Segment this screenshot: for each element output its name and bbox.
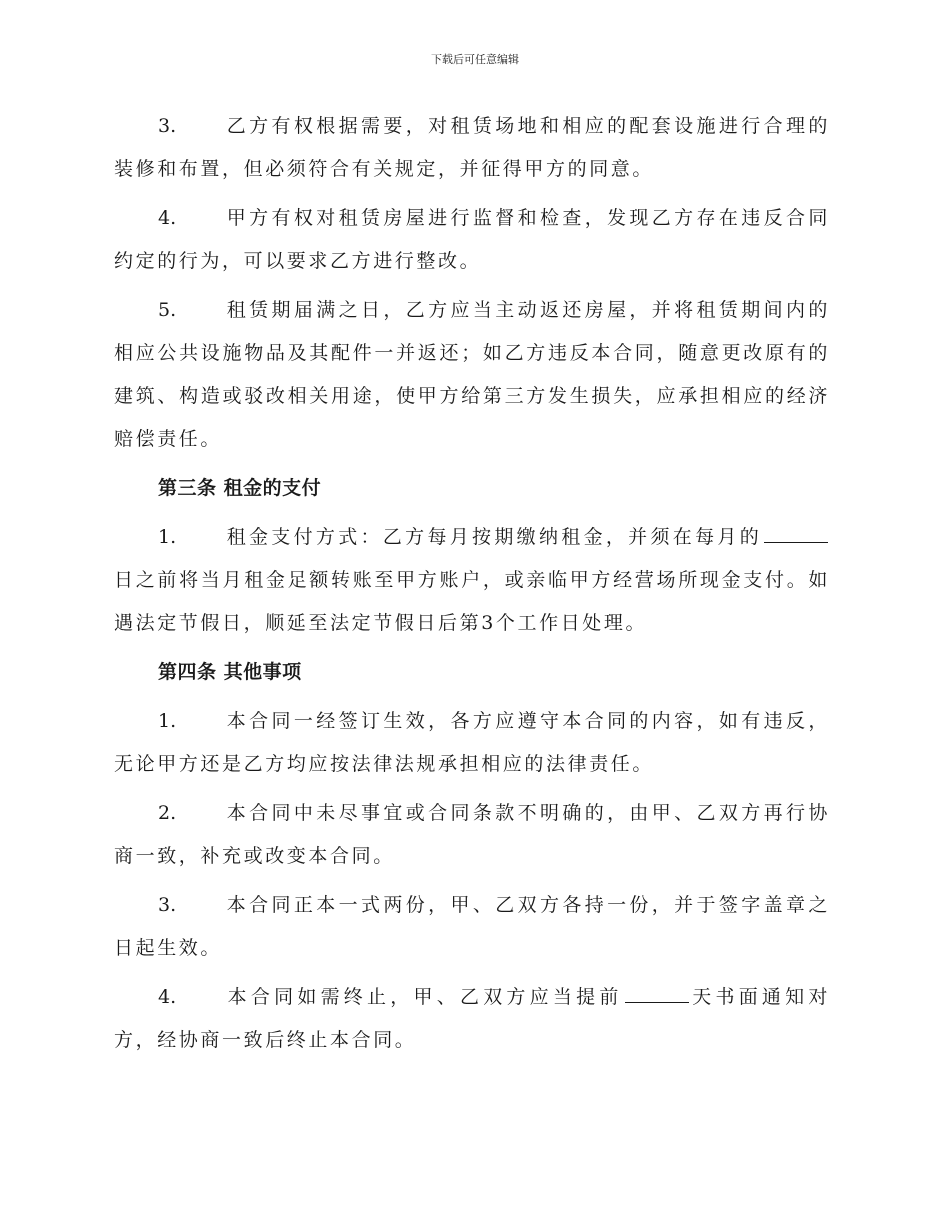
page-header: 下载后可任意编辑: [431, 53, 519, 66]
clause-number: 5.: [158, 299, 177, 321]
clause-number: 1.: [158, 526, 177, 548]
clause-number: 4.: [158, 986, 177, 1008]
clause-text: 乙方有权根据需要，对租赁场地和相应的配套设施进行合理的装修和布置，但必须符合有关规定，并征得甲方的同意。: [114, 115, 830, 180]
clause-number: 4.: [158, 207, 177, 229]
article-heading: 第三条 租金的支付: [158, 477, 322, 499]
clause-number: 3.: [158, 115, 177, 137]
fill-in-blank-day: [764, 524, 828, 543]
clause-paragraph: [114, 197, 830, 283]
clause-number: 2.: [158, 802, 177, 824]
clause-text: 甲方有权对租赁房屋进行监督和检查，发现乙方存在违反合同约定的行为，可以要求乙方进行整改。: [114, 207, 830, 272]
clause-text: 天书面通知对方，经协商一致后终止本合同。: [114, 986, 830, 1051]
fill-in-blank-days: [625, 984, 689, 1003]
clause-paragraph: [114, 105, 830, 191]
clause-paragraph: [114, 976, 830, 1062]
clause-text: 日之前将当月租金足额转账至甲方账户，或亲临甲方经营场所现金支付。如遇法定节假日，顺延至法定节假日后第3个工作日处理。: [114, 569, 830, 634]
clause-number: 3.: [158, 894, 177, 916]
clause-paragraph: [114, 700, 830, 786]
clause-number: 1.: [158, 710, 177, 732]
clause-paragraph: [114, 289, 830, 461]
clause-text: 租金支付方式：乙方每月按期缴纳租金，并须在每月的: [226, 526, 762, 548]
clause-text: 租赁期届满之日，乙方应当主动返还房屋，并将租赁期间内的相应公共设施物品及其配件一并返还；如乙方违反本合同，随意更改原有的建筑、构造或驳改相关用途，使甲方给第三方发生损失，应承担相应的经济赔偿责任。: [114, 299, 830, 450]
article-heading: 第四条 其他事项: [158, 661, 302, 683]
clause-text: 本合同一经签订生效，各方应遵守本合同的内容，如有违反，无论甲方还是乙方均应按法律法规承担相应的法律责任。: [114, 710, 830, 775]
clause-text: 本合同正本一式两份，甲、乙双方各持一份，并于签字盖章之日起生效。: [114, 894, 830, 959]
clause-paragraph: [114, 516, 830, 645]
clause-text: 本合同如需终止，甲、乙双方应当提前: [226, 986, 623, 1008]
clause-paragraph: [114, 792, 830, 878]
document-body: [114, 105, 830, 1068]
clause-text: 本合同中未尽事宜或合同条款不明确的，由甲、乙双方再行协商一致，补充或改变本合同。: [114, 802, 830, 867]
clause-paragraph: [114, 884, 830, 970]
